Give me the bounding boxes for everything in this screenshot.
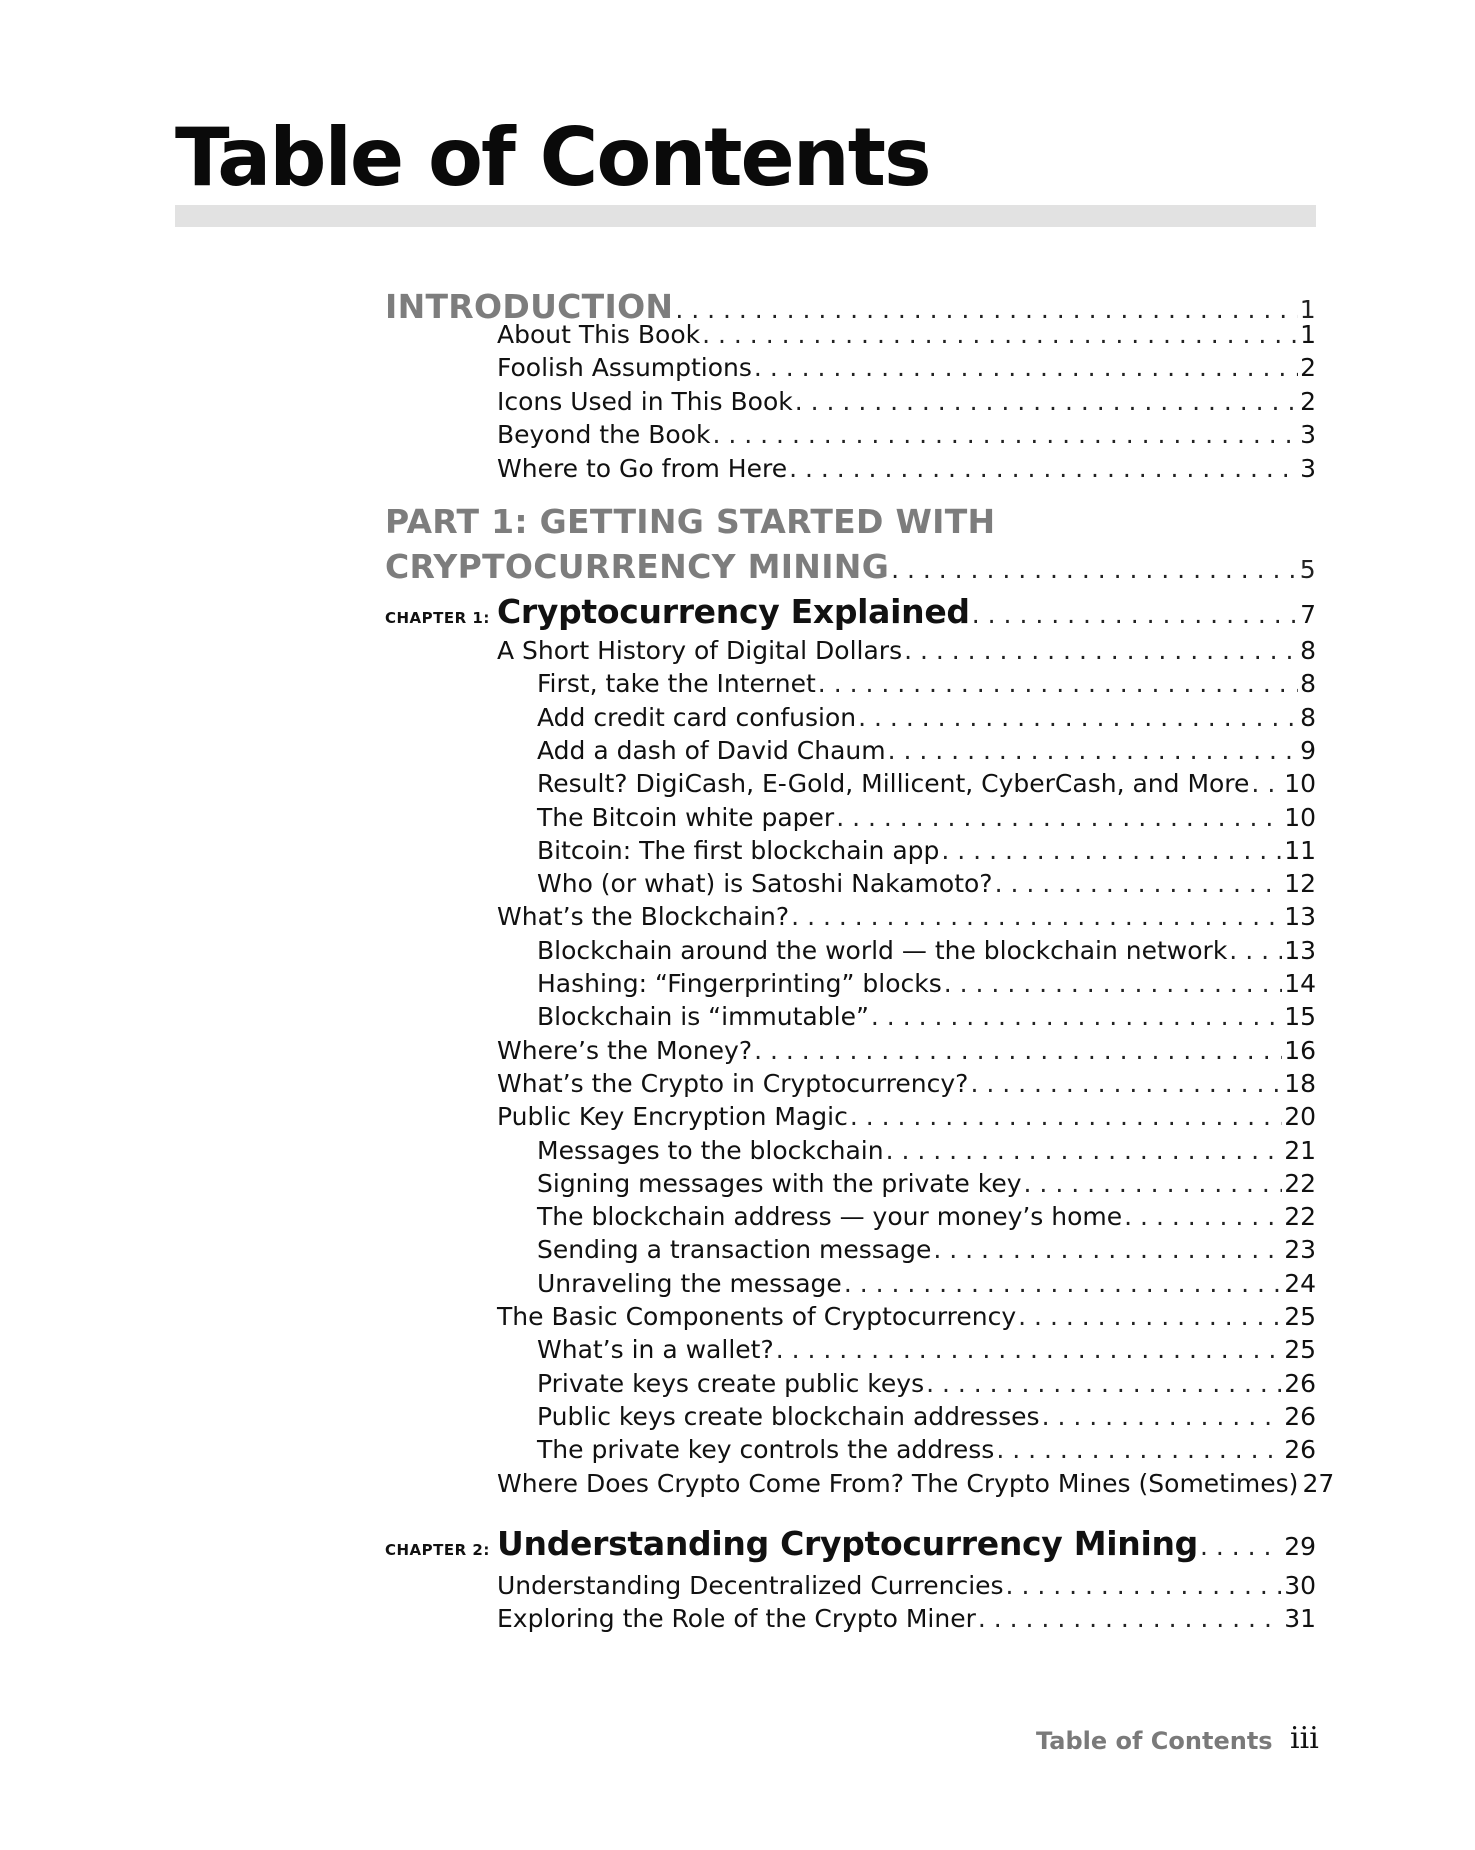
toc-subentry[interactable] bbox=[537, 1269, 1316, 1298]
toc-leader-dots bbox=[795, 387, 1298, 416]
toc-page-number: 9 bbox=[1300, 736, 1316, 765]
toc-leader-dots bbox=[1251, 769, 1282, 798]
toc-subentry[interactable] bbox=[537, 1235, 1316, 1264]
toc-entry-label: A Short History of Digital Dollars bbox=[497, 636, 903, 665]
toc-leader-dots bbox=[888, 736, 1298, 765]
toc-leader-dots bbox=[933, 1235, 1282, 1264]
toc-leader-dots bbox=[871, 1002, 1282, 1031]
toc-page-number: 25 bbox=[1284, 1335, 1316, 1364]
toc-page-number: 16 bbox=[1284, 1036, 1316, 1065]
toc-entry[interactable] bbox=[497, 320, 1316, 349]
toc-page-number: 3 bbox=[1300, 420, 1316, 449]
toc-entry[interactable] bbox=[497, 353, 1316, 382]
toc-page-number: 1 bbox=[1300, 320, 1316, 349]
toc-subentry[interactable] bbox=[537, 736, 1316, 765]
toc-subentry[interactable] bbox=[537, 803, 1316, 832]
toc-leader-dots bbox=[944, 969, 1282, 998]
toc-page-number: 27 bbox=[1302, 1469, 1335, 1498]
toc-leader-dots bbox=[789, 454, 1298, 483]
toc-leader-dots bbox=[995, 869, 1283, 898]
toc-entry[interactable] bbox=[497, 1102, 1316, 1131]
toc-entry[interactable] bbox=[497, 1571, 1316, 1600]
toc-chapter-1[interactable] bbox=[385, 592, 1316, 631]
toc-leader-dots bbox=[996, 1435, 1282, 1464]
toc-page-number: 8 bbox=[1300, 669, 1316, 698]
toc-entry-label: About This Book bbox=[497, 320, 701, 349]
chapter-title: Cryptocurrency Explained bbox=[497, 592, 970, 631]
toc-entry-label: Exploring the Role of the Crypto Miner bbox=[497, 1604, 976, 1633]
toc-leader-dots bbox=[1124, 1202, 1282, 1231]
toc-entry-label: Add credit card confusion bbox=[537, 703, 857, 732]
toc-entry[interactable] bbox=[497, 420, 1316, 449]
toc-subentry[interactable] bbox=[537, 836, 1316, 865]
toc-entry[interactable] bbox=[497, 454, 1316, 483]
toc-subentry[interactable] bbox=[537, 1002, 1316, 1031]
page-title: Table of Contents bbox=[175, 111, 930, 204]
toc-entry-label: What’s the Blockchain? bbox=[497, 902, 790, 931]
toc-subentry[interactable] bbox=[537, 1402, 1316, 1431]
toc-subentry[interactable] bbox=[537, 669, 1316, 698]
toc-entry-label: Blockchain is “immutable” bbox=[537, 1002, 869, 1031]
toc-page-number: 1 bbox=[1299, 295, 1316, 324]
toc-page-number: 2 bbox=[1300, 387, 1316, 416]
toc-page-number: 31 bbox=[1284, 1604, 1316, 1633]
toc-subentry[interactable] bbox=[537, 969, 1316, 998]
toc-subentry[interactable] bbox=[537, 1435, 1316, 1464]
toc-page-number: 24 bbox=[1284, 1269, 1316, 1298]
toc-entry-label: Who (or what) is Satoshi Nakamoto? bbox=[537, 869, 993, 898]
toc-leader-dots bbox=[970, 1069, 1282, 1098]
toc-leader-dots bbox=[1024, 1169, 1283, 1198]
toc-entry[interactable] bbox=[497, 387, 1316, 416]
toc-page-number: 18 bbox=[1284, 1069, 1316, 1098]
toc-entry[interactable] bbox=[497, 1036, 1316, 1065]
toc-entry[interactable] bbox=[497, 1302, 1316, 1331]
toc-subentry[interactable] bbox=[537, 1136, 1316, 1165]
footer-section-label: Table of Contents bbox=[1036, 1727, 1273, 1755]
toc-subentry[interactable] bbox=[537, 936, 1316, 965]
toc-page-number: 23 bbox=[1284, 1235, 1316, 1264]
toc-page-number: 13 bbox=[1284, 902, 1316, 931]
toc-page-number: 20 bbox=[1284, 1102, 1316, 1131]
toc-entry-label: Where Does Crypto Come From? The Crypto Mines (Sometimes) bbox=[497, 1469, 1299, 1498]
toc-page-number: 21 bbox=[1284, 1136, 1316, 1165]
chapter-title: Understanding Cryptocurrency Mining bbox=[497, 1524, 1198, 1563]
toc-page-number: 22 bbox=[1284, 1169, 1316, 1198]
toc-leader-dots bbox=[904, 636, 1298, 665]
toc-leader-dots bbox=[978, 1604, 1282, 1633]
toc-page-number: 13 bbox=[1284, 936, 1316, 965]
toc-leader-dots bbox=[1006, 1571, 1283, 1600]
toc-leader-dots bbox=[886, 1136, 1283, 1165]
toc-subentry[interactable] bbox=[537, 1369, 1316, 1398]
toc-entry[interactable] bbox=[497, 902, 1316, 931]
toc-entry-label: First, take the Internet bbox=[537, 669, 816, 698]
toc-leader-dots bbox=[702, 320, 1298, 349]
toc-page-number: 10 bbox=[1284, 769, 1316, 798]
toc-entry-label: Bitcoin: The first blockchain app bbox=[537, 836, 940, 865]
toc-part-title: CRYPTOCURRENCY MINING bbox=[385, 547, 890, 586]
toc-entry-label: Hashing: “Fingerprinting” blocks bbox=[537, 969, 942, 998]
toc-part-title: INTRODUCTION bbox=[385, 287, 674, 326]
toc-leader-dots bbox=[926, 1369, 1282, 1398]
toc-entry-label: Private keys create public keys bbox=[537, 1369, 925, 1398]
title-underline-bar bbox=[175, 205, 1316, 227]
toc-page-number: 14 bbox=[1284, 969, 1316, 998]
toc-page-number: 5 bbox=[1299, 555, 1316, 584]
toc-leader-dots bbox=[1042, 1402, 1283, 1431]
toc-entry-label: The Bitcoin white paper bbox=[537, 803, 835, 832]
toc-entry-label: Sending a transaction message bbox=[537, 1235, 932, 1264]
toc-entry-label: What’s in a wallet? bbox=[537, 1335, 774, 1364]
toc-leader-dots bbox=[941, 836, 1282, 865]
toc-entry-label: Public Key Encryption Magic bbox=[497, 1102, 848, 1131]
toc-subentry[interactable] bbox=[537, 869, 1316, 898]
toc-leader-dots bbox=[836, 803, 1282, 832]
toc-subentry[interactable] bbox=[537, 1169, 1316, 1198]
toc-page-number: 26 bbox=[1284, 1402, 1316, 1431]
toc-entry-label: Public keys create blockchain addresses bbox=[537, 1402, 1040, 1431]
toc-page-number: 8 bbox=[1300, 636, 1316, 665]
toc-subentry[interactable] bbox=[537, 769, 1316, 798]
toc-leader-dots bbox=[776, 1335, 1282, 1364]
toc-page-number: 26 bbox=[1284, 1369, 1316, 1398]
chapter-tag: CHAPTER 1: bbox=[385, 609, 490, 627]
toc-entry-label: Foolish Assumptions bbox=[497, 353, 752, 382]
toc-page-number: 11 bbox=[1284, 836, 1316, 865]
toc-leader-dots bbox=[818, 669, 1298, 698]
toc-leader-dots bbox=[858, 703, 1298, 732]
toc-entry-label: Messages to the blockchain bbox=[537, 1136, 884, 1165]
toc-entry[interactable] bbox=[497, 1069, 1316, 1098]
toc-leader-dots bbox=[850, 1102, 1282, 1131]
toc-subentry[interactable] bbox=[537, 703, 1316, 732]
toc-leader-dots bbox=[754, 1036, 1282, 1065]
toc-subentry[interactable] bbox=[537, 1202, 1316, 1231]
toc-leader-dots bbox=[844, 1269, 1282, 1298]
toc-chapter-2[interactable] bbox=[385, 1524, 1316, 1563]
toc-entry-label: Unraveling the message bbox=[537, 1269, 842, 1298]
toc-leader-dots bbox=[754, 353, 1298, 382]
toc-page-number: 10 bbox=[1284, 803, 1316, 832]
toc-entry[interactable] bbox=[497, 1469, 1335, 1498]
toc-page-number: 2 bbox=[1300, 353, 1316, 382]
toc-entry-label: What’s the Crypto in Cryptocurrency? bbox=[497, 1069, 969, 1098]
toc-part1-title-line1[interactable]: PART 1: GETTING STARTED WITH bbox=[385, 502, 996, 541]
toc-entry[interactable] bbox=[497, 1604, 1316, 1633]
toc-subentry[interactable] bbox=[537, 1335, 1316, 1364]
toc-entry-label: The blockchain address — your money’s home bbox=[537, 1202, 1123, 1231]
toc-entry-label: Add a dash of David Chaum bbox=[537, 736, 886, 765]
toc-entry-label: The Basic Components of Cryptocurrency bbox=[497, 1302, 1017, 1331]
toc-leader-dots bbox=[1200, 1532, 1282, 1561]
toc-leader-dots bbox=[1018, 1302, 1282, 1331]
toc-page-number: 8 bbox=[1300, 703, 1316, 732]
toc-entry-label: The private key controls the address bbox=[537, 1435, 995, 1464]
toc-leader-dots bbox=[791, 902, 1282, 931]
toc-entry-label: Where’s the Money? bbox=[497, 1036, 753, 1065]
footer-page-number: iii bbox=[1290, 1721, 1319, 1756]
toc-leader-dots bbox=[1229, 936, 1282, 965]
toc-entry-label: Signing messages with the private key bbox=[537, 1169, 1022, 1198]
toc-entry-label: Beyond the Book bbox=[497, 420, 711, 449]
toc-page-number: 15 bbox=[1284, 1002, 1316, 1031]
toc-page-number: 3 bbox=[1300, 454, 1316, 483]
toc-entry-label: Result? DigiCash, E-Gold, Millicent, CyberCash, and More bbox=[537, 769, 1250, 798]
toc-part-1[interactable] bbox=[385, 547, 1316, 586]
toc-entry[interactable] bbox=[497, 636, 1316, 665]
toc-page-number: 12 bbox=[1284, 869, 1316, 898]
toc-page-number: 29 bbox=[1284, 1532, 1316, 1561]
toc-entry-label: Blockchain around the world — the blockchain network bbox=[537, 936, 1228, 965]
toc-page-number: 22 bbox=[1284, 1202, 1316, 1231]
toc-leader-dots bbox=[972, 600, 1298, 629]
toc-page-number: 7 bbox=[1300, 600, 1316, 629]
toc-entry-label: Understanding Decentralized Currencies bbox=[497, 1571, 1004, 1600]
toc-entry-label: Where to Go from Here bbox=[497, 454, 788, 483]
toc-page-number: 25 bbox=[1284, 1302, 1316, 1331]
toc-leader-dots bbox=[712, 420, 1298, 449]
chapter-tag: CHAPTER 2: bbox=[385, 1541, 490, 1559]
toc-leader-dots bbox=[891, 555, 1298, 584]
toc-page-number: 26 bbox=[1284, 1435, 1316, 1464]
toc-page-number: 30 bbox=[1284, 1571, 1316, 1600]
toc-entry-label: Icons Used in This Book bbox=[497, 387, 793, 416]
